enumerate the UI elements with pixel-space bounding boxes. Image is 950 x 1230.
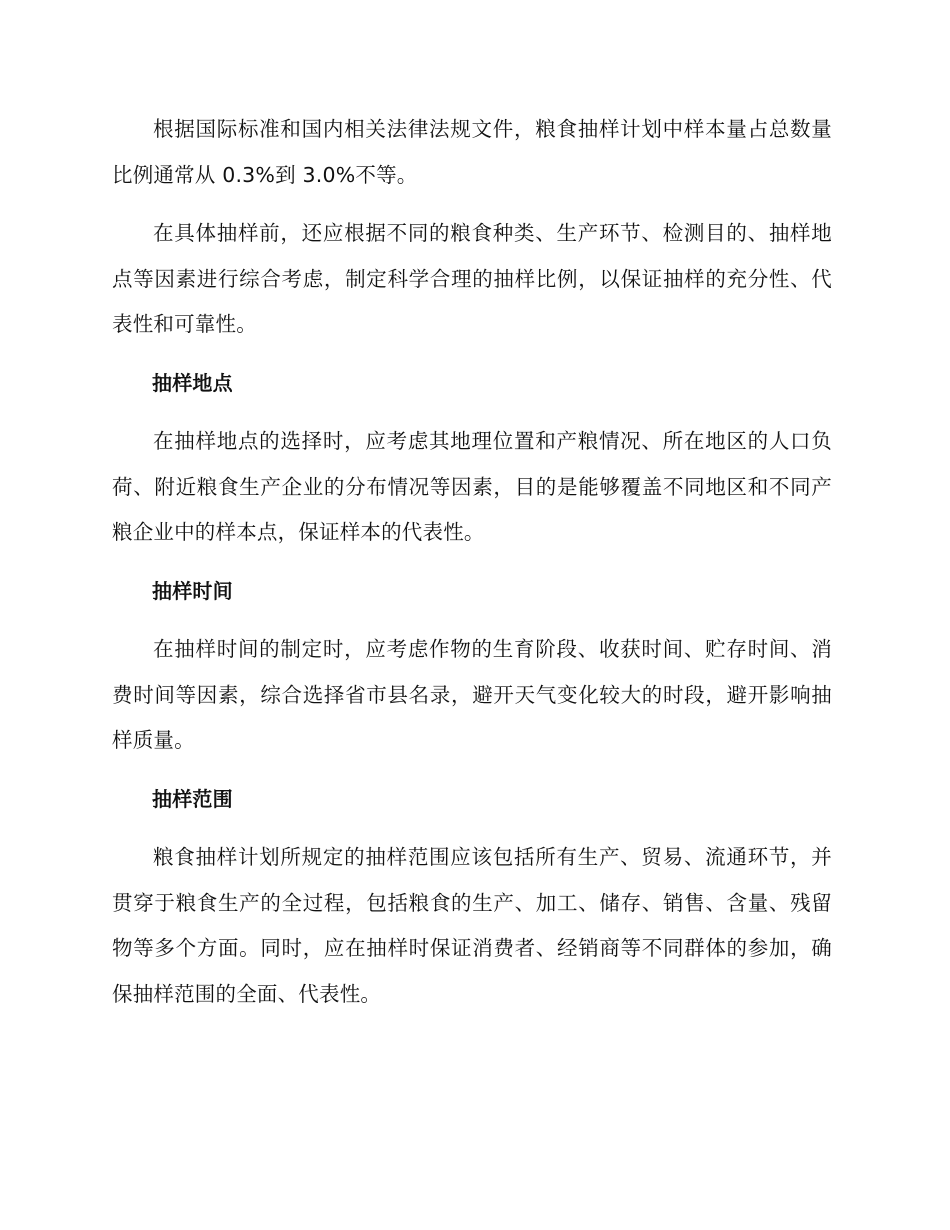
heading-sampling-location: 抽样地点 — [152, 370, 233, 395]
paragraph-sampling-scope: 粮食抽样计划所规定的抽样范围应该包括所有生产、贸易、流通环节，并贯穿于粮食生产的全过程，包括粮食的生产、加工、储存、销售、含量、残留物等多个方面。同时，应在抽样时保证消费者、经销商等不同群体的参加，确保抽样范围的全面、代表性。 — [112, 845, 832, 1006]
paragraph-sampling-location: 在抽样地点的选择时，应考虑其地理位置和产粮情况、所在地区的人口负荷、附近粮食生产企业的分布情况等因素，目的是能够覆盖不同地区和不同产粮企业中的样本点，保证样本的代表性。 — [112, 429, 832, 544]
heading-sampling-time: 抽样时间 — [152, 578, 233, 603]
paragraph-sampling-time: 在抽样时间的制定时，应考虑作物的生育阶段、收获时间、贮存时间、消费时间等因素，综合选择省市县名录，避开天气变化较大的时段，避开影响抽样质量。 — [112, 637, 832, 752]
paragraph-sample-ratio: 根据国际标准和国内相关法律法规文件，粮食抽样计划中样本量占总数量比例通常从 0.3%到 3.0%不等。 — [112, 117, 832, 187]
paragraph-sampling-considerations: 在具体抽样前，还应根据不同的粮食种类、生产环节、检测目的、抽样地点等因素进行综合考虑，制定科学合理的抽样比例，以保证抽样的充分性、代表性和可靠性。 — [112, 221, 832, 336]
heading-sampling-scope: 抽样范围 — [152, 786, 233, 811]
